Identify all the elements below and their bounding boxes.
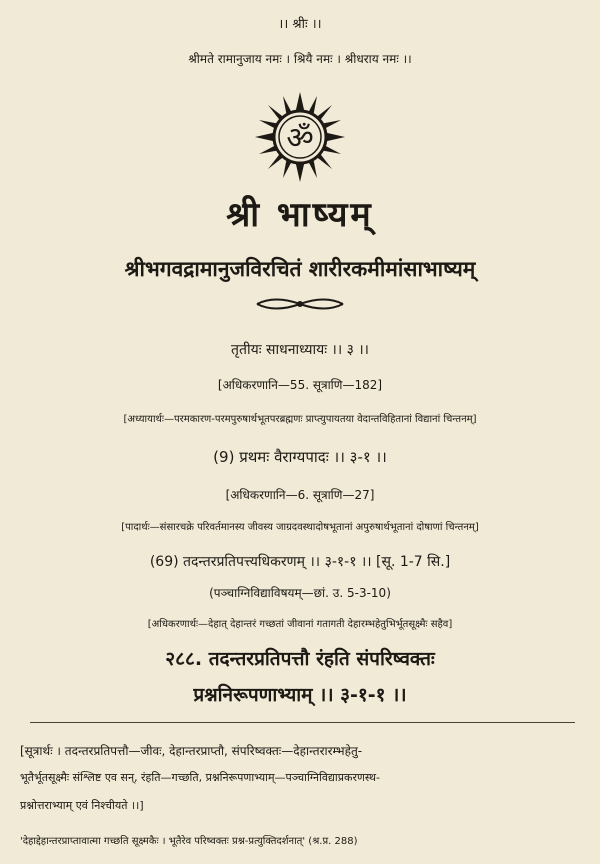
invocation-line: ।। श्रीः ।। [278, 17, 322, 32]
explanation-line-3: प्रश्नोत्तराभ्याम् एवं निश्चीयते ।।] [20, 799, 144, 812]
salutation-line: श्रीमते रामानुजाय नमः । श्रियै नमः । श्रीधराय नमः ।। [188, 52, 412, 66]
explanation-line-2: भूतैर्भूतसूक्ष्मैः संश्लिष्ट एव सन्, रंहति—गच्छति, प्रश्ननिरूपणाभ्याम्—पञ्चाग्निविद्याप्रकरणस्थ- [20, 771, 380, 784]
adhikarana-summary: [अधिकरणार्थः—देहात् देहान्तरं गच्छतां जीवानां गतागती देहारम्भहेतुभिर्भूतसूक्ष्मैः सहैव] [147, 619, 453, 630]
adhikarana-vishaya: (पञ्चाग्निविद्याविषयम्—छां. उ. 5-3-10) [209, 586, 391, 600]
pada-counts: [अधिकरणानि—6. सूत्राणि—27] [225, 488, 375, 502]
page-title: श्री भाष्यम् [226, 195, 374, 235]
page-subtitle: श्रीभगवद्रामानुजविरचितं शारीरकमीमांसाभाष्यम् [124, 257, 476, 281]
section-divider [30, 722, 575, 723]
ornament-divider-icon [255, 295, 345, 313]
om-glyph: ॐ [286, 121, 314, 156]
citation-quote: 'देहाद्देहान्तरप्राप्तावात्मा गच्छति सूक्ष्मकैः । भूतैरेव परिष्वक्तः प्रश्न-प्रत्युक्तिदर्शनात्' (श्र.प्र. 288) [20, 836, 358, 847]
adhyaya-counts: [अधिकरणानि—55. सूत्राणि—182] [217, 378, 383, 392]
sutra-line-1: २८८. तदन्तरप्रतिपत्तौ रंहति संपरिष्वक्तः [165, 648, 435, 670]
pada-heading: (9) प्रथमः वैराग्यपादः ।। ३-१ ।। [213, 448, 387, 466]
adhyaya-heading: तृतीयः साधनाध्यायः ।। ३ ।। [231, 342, 369, 358]
adhyaya-summary: [अध्यायार्थः—परमकारण-परमपुरुषार्थभूतपरब्रह्मणः प्राप्त्युपायतया वेदान्तविहितानां विद्यानां चिन्तनम्] [123, 414, 477, 425]
om-sunburst-icon [255, 92, 345, 182]
om-emblem [255, 92, 345, 182]
explanation-line-1: [सूत्रार्थः । तदन्तरप्रतिपत्तौ—जीवः, देहान्तरप्राप्तौ, संपरिष्वक्तः—देहान्तरारम्भहेतु- [20, 744, 363, 758]
sutra-line-2: प्रश्ननिरूपणाभ्याम् ।। ३-१-१ ।। [193, 684, 407, 706]
adhikarana-heading: (69) तदन्तरप्रतिपत्त्यधिकरणम् ।। ३-१-१ ।। [सू. 1-7 सि.] [149, 554, 451, 570]
pada-summary: [पादार्थः—संसारचक्रे परिवर्तमानस्य जीवस्य जाग्रदवस्थादोषभूतानां अपुरुषार्थभूतानां दोषाणां चिन्तनम्] [121, 522, 479, 533]
